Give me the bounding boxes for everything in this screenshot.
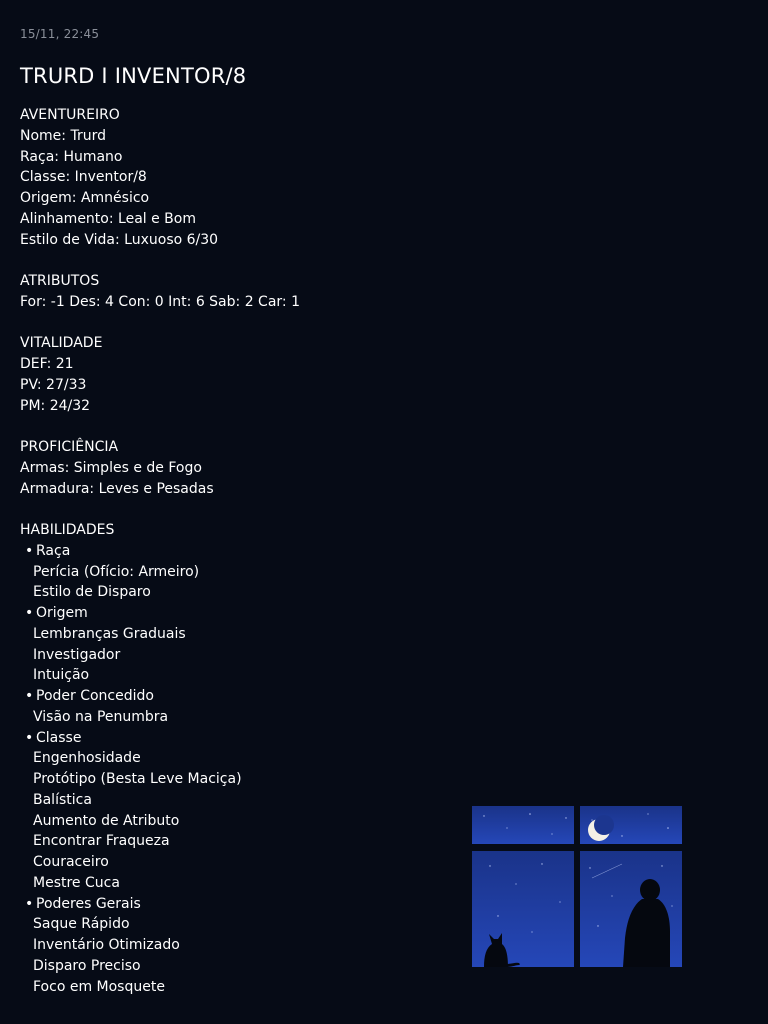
ability-item: Encontrar Fraqueza: [33, 833, 170, 850]
field-origem: Origem: Amnésico: [20, 190, 150, 206]
ability-group-label: Classe: [36, 729, 82, 746]
section-heading-habilidades: HABILIDADES: [20, 522, 115, 538]
ability-item: Balística: [33, 791, 92, 808]
field-pv: PV: 27/33: [20, 376, 87, 393]
bullet-dot: •: [25, 729, 34, 746]
section-heading-vitalidade: VITALIDADE: [20, 335, 103, 352]
bullet-dot: •: [25, 542, 34, 559]
ability-item: Saque Rápido: [33, 916, 130, 933]
field-armadura: Armadura: Leves e Pesadas: [20, 480, 214, 497]
ability-group-classe: [20, 728, 460, 749]
section-heading-proficiencia: PROFICIÊNCIA: [20, 439, 119, 455]
field-armas: Armas: Simples e de Fogo: [20, 459, 202, 476]
ability-item: Disparo Preciso: [33, 957, 141, 974]
window-pane: [472, 806, 574, 844]
ability-item: Protótipo (Besta Leve Maciça): [33, 771, 242, 787]
ability-item: Couraceiro: [33, 854, 109, 870]
ability-group-poderes-gerais: [20, 894, 460, 915]
ability-group-poder-concedido: [20, 686, 460, 707]
ability-item: Mestre Cuca: [33, 874, 120, 891]
field-def: DEF: 21: [20, 356, 74, 372]
ability-group-label: Poder Concedido: [36, 688, 154, 704]
ability-group-label: Raça: [36, 542, 71, 559]
note-timestamp: 15/11, 22:45: [20, 27, 100, 41]
field-nome: Nome: Trurd: [20, 127, 106, 144]
ability-item: Lembranças Graduais: [33, 625, 186, 642]
ability-group-raca: [20, 541, 460, 562]
section-heading-atributos: ATRIBUTOS: [20, 273, 100, 289]
ability-item: Foco em Mosquete: [33, 978, 165, 995]
bullet-dot: •: [25, 895, 34, 912]
ability-item: Aumento de Atributo: [33, 812, 180, 829]
field-pm: PM: 24/32: [20, 397, 91, 414]
ability-item: Perícia (Ofício: Armeiro): [33, 563, 200, 580]
bullet-dot: •: [25, 605, 34, 621]
ability-group-label: Poderes Gerais: [36, 895, 141, 912]
ability-item: Estilo de Disparo: [33, 584, 151, 601]
note-body[interactable]: [20, 105, 460, 997]
blank-line: [20, 499, 460, 520]
ability-item: Inventário Otimizado: [33, 937, 180, 953]
night-window-illustration: [472, 806, 682, 967]
bullet-dot: •: [25, 688, 34, 704]
note-title[interactable]: TRURD I INVENTOR/8: [20, 64, 247, 88]
blank-line: [20, 250, 460, 271]
section-heading-aventureiro: AVENTUREIRO: [20, 107, 120, 123]
ability-item: Investigador: [33, 646, 121, 663]
ability-item: Intuição: [33, 667, 90, 684]
field-classe: Classe: Inventor/8: [20, 169, 147, 186]
ability-group-origem: [20, 603, 460, 624]
blank-line: [20, 313, 460, 334]
ability-group-label: Origem: [36, 605, 88, 621]
field-estilo-de-vida: Estilo de Vida: Luxuoso 6/30: [20, 231, 219, 248]
ability-item: Visão na Penumbra: [33, 708, 169, 725]
ability-item: Engenhosidade: [33, 750, 141, 767]
field-alinhamento: Alinhamento: Leal e Bom: [20, 210, 196, 227]
blank-line: [20, 416, 460, 437]
field-atributos: For: -1 Des: 4 Con: 0 Int: 6 Sab: 2 Car: 1: [20, 293, 300, 310]
field-raca: Raça: Humano: [20, 148, 123, 165]
